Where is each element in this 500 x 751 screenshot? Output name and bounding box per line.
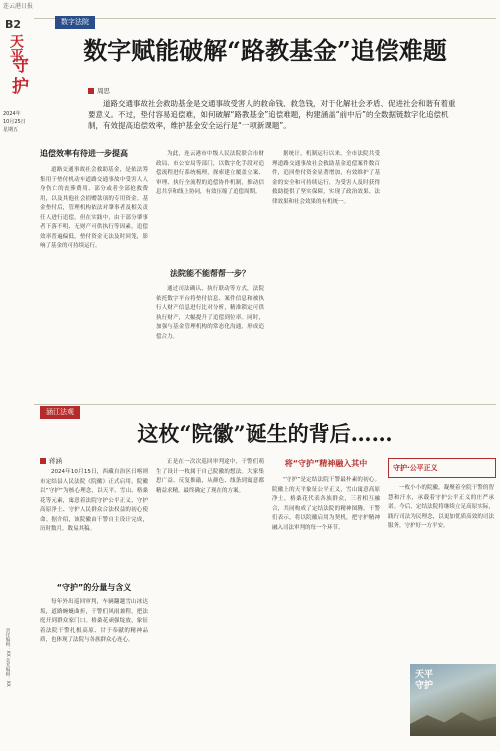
subhead-meaning: “守护”的分量与含义 [56, 583, 132, 592]
top-rule [34, 18, 496, 19]
section-tag-law: 涵江法观 [40, 406, 80, 419]
issue-year: 2024年 [3, 111, 21, 117]
byline-marker [40, 458, 46, 464]
issue-weekday: 星期五 [3, 127, 19, 133]
article1-column-1 [40, 166, 148, 398]
byline-marker [88, 88, 94, 94]
article1-col3-text: 通过司法确认、执行联动等方式，法院依托数字平台将垫付信息、案件信息和被执行人财产信息进行比对分析，精准锁定可供执行财产，大幅提升了追偿到位率。同时，加强与基金管理机构的常态化沟通，形成追偿合力。 [156, 286, 264, 340]
issue-day: 10月25日 [3, 119, 26, 125]
page-sidebar [0, 8, 33, 748]
subhead-spirit: 将“守护”精神融入其中 [284, 459, 368, 468]
article2-col3-text: 正是在一次次巡回审判途中，干警们萌生了设计一枚属于自己院徽的想法。大家集思广益、反复推敲，从颜色、线条到寓意都精益求精，最终确定了现在的方案。 [156, 459, 264, 494]
photo-caption-line-1: 天平 [415, 670, 434, 680]
article2-column-3 [272, 476, 380, 738]
newspaper-name: 连云港日报 [3, 3, 34, 10]
article2-headline: 这枚“院徽”诞生的背后…… [137, 421, 393, 446]
issue-date [3, 110, 33, 134]
masthead [0, 0, 500, 10]
article-byline [88, 86, 110, 95]
page-title-main: 守护 [8, 56, 28, 98]
photo-caption [415, 670, 433, 692]
mountain-ridge [410, 706, 496, 736]
article1-col1-text: 道路交通事故社会救助基金，是依法筹集用于垫付机动车道路交通事故中受害人人身伤亡的丧葬费用、部分或者全部抢救费用，以及其他社会捐赠款项的专用资金。基金垫付后，管理机构依法对肇事者及相关责任人进行追偿。但在实践中，由于部分肇事者下落不明、无财产可供执行等因素，追偿效率普遍偏低，垫付资金无法及时回笼，影响了基金的可持续运行。 [40, 167, 148, 249]
article2-col5-text: 一枚小小的院徽，凝聚着全院干警的智慧和汗水，承载着守护公平正义的庄严承诺。今后，定结法院将继续立足高原实际，践行司法为民理念，以更加优质高效的司法服务，守护好一方平安。 [388, 485, 494, 529]
article2-column-2 [156, 458, 264, 738]
section-rule [34, 404, 496, 405]
article2-col2-text: 每年外出巡回审判，车辆翻越雪山冰达坂，道路蜿蜒曲折，干警们风雨兼程，把法庭开到群众家门口。格桑花顽强绽放，象征着法院干警扎根高原、甘于奉献的精神品质，也体现了法院与各族群众心连心。 [40, 599, 148, 643]
photo-caption-line-2: 守护 [415, 681, 434, 691]
subhead-efficiency: 追偿效率有待进一步提高 [40, 149, 128, 158]
article1-col2-text: 为此，连云港市中级人民法院联合市财政局、市公安局等部门，以数字化手段对追偿流程进行系统梳理，探索建立覆盖立案、审理、执行全流程的追偿协作机制，推动信息共享和线上协同，有效压缩了追偿周期。 [156, 151, 264, 195]
section-tag-digital-court: 数字法院 [55, 16, 95, 29]
editor-credit: 责任编辑：XX 美术编辑：XX [5, 628, 10, 687]
article1-column-3 [156, 285, 264, 398]
byline-name: 周思 [97, 87, 110, 95]
article1-column-2 [156, 150, 264, 260]
article2-column-1b [40, 598, 148, 738]
byline-name: 蒋涵 [49, 457, 62, 465]
illustration-photo [410, 664, 496, 736]
article-headline: 数字赋能破解“路教基金”追偿难题 [83, 36, 447, 65]
article-lede: 道路交通事故社会救助基金是交通事故受害人的救命钱、救急钱，对于化解社会矛盾、促进社会和谐有着重要意义。不过，垫付容易追偿难，如何破解“路教基金”追偿难题，构建涵盖“前中后”的全数据链数字化追偿机制，有效提高追偿效率，维护基金安全运行是“一项新课题”。 [88, 99, 456, 130]
page-number: B2 [5, 18, 22, 31]
article2-byline [40, 456, 62, 465]
article2-column-4 [388, 484, 494, 660]
article2-col4-text: “守护”是定结法院干警最朴素的初心。院徽上的天平象征公平正义，雪山寓意高原净土，格桑花代表各族群众，三者相互融合，共同构成了定结法院的精神图腾。干警们表示，将以院徽启用为契机，把守护精神融入司法审判的每一个环节。 [272, 477, 380, 531]
pull-quote: 守护·公平正义 [388, 458, 496, 478]
article2-col1-text: 2024年10月15日，西藏自治区日喀则市定结县人民法院《院徽》正式启用，院徽以“守护”为核心理念，以天平、雪山、格桑花等元素，寓意着法院守护公平正义、守护高原净土、守护人民群众合法权益的初心使命。据介绍，该院徽由干警自主设计完成，历时数月，数易其稿。 [40, 469, 148, 532]
article1-column-4 [272, 150, 380, 398]
subhead-help: 法院能不能帮帮一步？ [170, 269, 250, 278]
article2-column-1 [40, 468, 148, 574]
page-title-top: 天平 [8, 34, 24, 62]
article1-col4-text: 据统计，机制运行以来，全市法院共受理道路交通事故社会救助基金追偿案件数百件，追回垫付资金显著增加，有效维护了基金的安全和可持续运行，为受害人及时获得救助提供了坚实保障，实现了政治效果、法律效果和社会效果的有机统一。 [272, 151, 380, 205]
